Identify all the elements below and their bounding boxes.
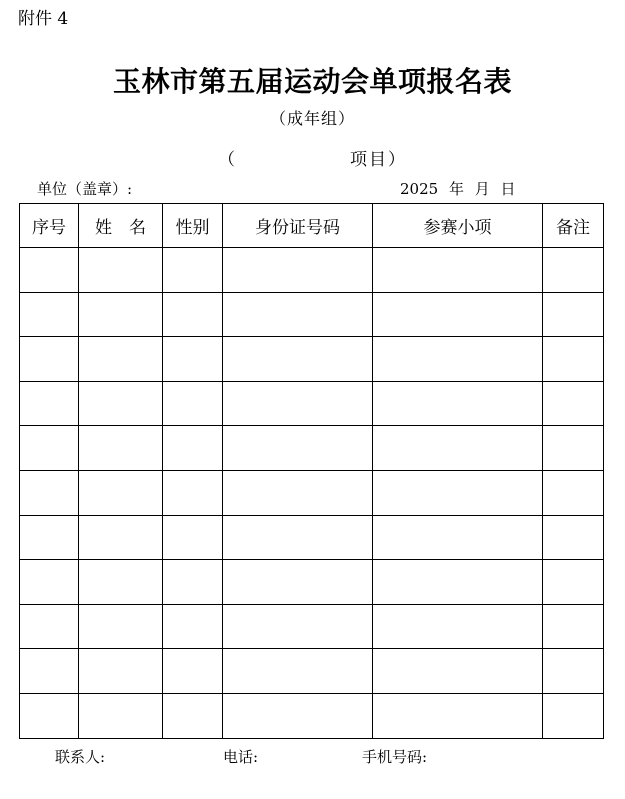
cell-index[interactable] — [20, 604, 79, 649]
cell-notes[interactable] — [543, 426, 604, 471]
form-title: 玉林市第五届运动会单项报名表 — [112, 65, 512, 98]
cell-gender[interactable] — [163, 470, 223, 515]
cell-id-number[interactable] — [223, 248, 373, 293]
phone-label: 电话: — [223, 748, 259, 766]
cell-event[interactable] — [373, 560, 543, 605]
registration-table — [19, 203, 604, 739]
cell-id-number[interactable] — [223, 381, 373, 426]
cell-id-number[interactable] — [223, 649, 373, 694]
cell-name[interactable] — [79, 649, 163, 694]
cell-gender[interactable] — [163, 292, 223, 337]
cell-id-number[interactable] — [223, 693, 373, 738]
cell-notes[interactable] — [543, 381, 604, 426]
cell-event[interactable] — [373, 426, 543, 471]
column-header-gender: 性别 — [163, 204, 223, 248]
cell-index[interactable] — [20, 560, 79, 605]
cell-notes[interactable] — [543, 470, 604, 515]
cell-gender[interactable] — [163, 381, 223, 426]
cell-index[interactable] — [20, 337, 79, 382]
table-row — [20, 693, 604, 738]
cell-name[interactable] — [79, 381, 163, 426]
contact-label: 联系人: — [55, 748, 106, 766]
cell-name[interactable] — [79, 560, 163, 605]
cell-event[interactable] — [373, 337, 543, 382]
table-body — [20, 248, 604, 739]
project-paren: （ — [218, 150, 235, 170]
cell-index[interactable] — [20, 693, 79, 738]
cell-event[interactable] — [373, 292, 543, 337]
cell-event[interactable] — [373, 470, 543, 515]
cell-name[interactable] — [79, 515, 163, 560]
table-row — [20, 515, 604, 560]
table-header-row — [20, 204, 604, 248]
cell-name[interactable] — [79, 292, 163, 337]
cell-gender[interactable] — [163, 337, 223, 382]
cell-gender[interactable] — [163, 560, 223, 605]
table-row — [20, 337, 604, 382]
column-header-id-number: 身份证号码 — [223, 204, 373, 248]
project-label: 项目） — [350, 150, 407, 170]
column-header-notes: 备注 — [543, 204, 604, 248]
cell-name[interactable] — [79, 604, 163, 649]
cell-index[interactable] — [20, 515, 79, 560]
cell-id-number[interactable] — [223, 426, 373, 471]
cell-id-number[interactable] — [223, 604, 373, 649]
attachment-label: 附件 4 — [18, 9, 69, 29]
date-label: 2025 年 月 日 — [400, 180, 516, 198]
cell-gender[interactable] — [163, 515, 223, 560]
cell-event[interactable] — [373, 604, 543, 649]
table-row — [20, 649, 604, 694]
table-row — [20, 604, 604, 649]
cell-name[interactable] — [79, 693, 163, 738]
cell-name[interactable] — [79, 337, 163, 382]
cell-index[interactable] — [20, 248, 79, 293]
cell-name[interactable] — [79, 248, 163, 293]
column-header-index: 序号 — [20, 204, 79, 248]
table-row — [20, 248, 604, 293]
cell-id-number[interactable] — [223, 515, 373, 560]
table-row — [20, 426, 604, 471]
cell-notes[interactable] — [543, 515, 604, 560]
cell-notes[interactable] — [543, 604, 604, 649]
cell-notes[interactable] — [543, 649, 604, 694]
cell-event[interactable] — [373, 649, 543, 694]
cell-event[interactable] — [373, 515, 543, 560]
cell-notes[interactable] — [543, 292, 604, 337]
cell-id-number[interactable] — [223, 292, 373, 337]
cell-id-number[interactable] — [223, 560, 373, 605]
cell-index[interactable] — [20, 381, 79, 426]
cell-notes[interactable] — [543, 560, 604, 605]
column-header-name: 姓 名 — [79, 204, 163, 248]
cell-notes[interactable] — [543, 693, 604, 738]
cell-notes[interactable] — [543, 337, 604, 382]
table-row — [20, 381, 604, 426]
table-row — [20, 292, 604, 337]
cell-gender[interactable] — [163, 649, 223, 694]
cell-event[interactable] — [373, 248, 543, 293]
form-subtitle: （成年组） — [269, 109, 355, 128]
cell-gender[interactable] — [163, 426, 223, 471]
table-row — [20, 560, 604, 605]
mobile-label: 手机号码: — [362, 748, 428, 766]
cell-event[interactable] — [373, 693, 543, 738]
column-header-event: 参赛小项 — [373, 204, 543, 248]
cell-gender[interactable] — [163, 693, 223, 738]
table-row — [20, 470, 604, 515]
cell-gender[interactable] — [163, 248, 223, 293]
cell-event[interactable] — [373, 381, 543, 426]
cell-id-number[interactable] — [223, 337, 373, 382]
cell-id-number[interactable] — [223, 470, 373, 515]
cell-notes[interactable] — [543, 248, 604, 293]
cell-index[interactable] — [20, 470, 79, 515]
cell-index[interactable] — [20, 292, 79, 337]
cell-index[interactable] — [20, 426, 79, 471]
cell-name[interactable] — [79, 426, 163, 471]
cell-name[interactable] — [79, 470, 163, 515]
cell-gender[interactable] — [163, 604, 223, 649]
unit-label: 单位（盖章）: — [37, 180, 133, 198]
cell-index[interactable] — [20, 649, 79, 694]
